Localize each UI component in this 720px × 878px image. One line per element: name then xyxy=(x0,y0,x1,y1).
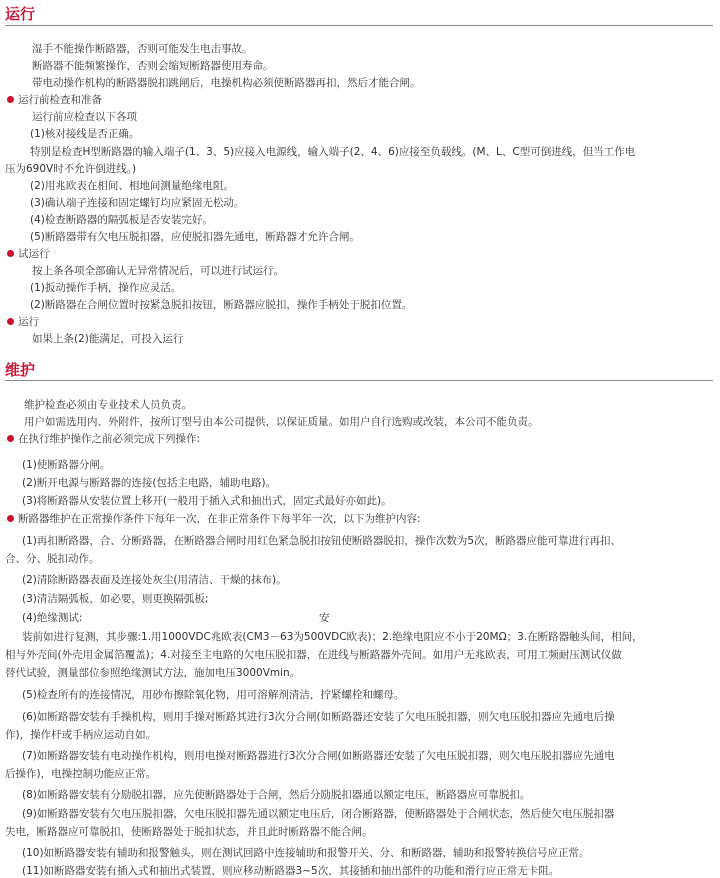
paragraph: 如果上条(2)能满足，可投入运行 xyxy=(32,333,184,345)
list-item: (9)如断路器安装有欠电压脱扣器，欠电压脱扣器先通以额定电压后，闭合断路器，使断路器处于合闸状态，然后使欠电压脱扣器 xyxy=(22,808,615,820)
list-item: 相与外壳间(外壳用金属箔覆盖)；4.对接至主电路的欠电压脱扣器，在进线与断路器外壳间。如用户无兆欧表，可用工频耐压测试仪做 xyxy=(5,649,622,661)
list-item: 作)，操作杆或手柄应运动自如。 xyxy=(5,729,157,741)
list-item: (3)清洁隔弧板，如必要，则更换隔弧板; xyxy=(22,593,209,605)
list-item: (1)再扣断路器，合、分断路器，在断路器合闸时用红色紧急脱扣按钮使断路器脱扣，操作次数为5次，断路器应能可靠进行再扣、 xyxy=(22,535,622,547)
list-item: 替代试验，测量部位参照绝缘测试方法，施加电压3000Vmin。 xyxy=(5,667,301,679)
list-item: (4)检查断路器的隔弧板是否安装完好。 xyxy=(30,214,213,226)
list-item: (8)如断路器安装有分励脱扣器，应先使断路器处于合闸，然后分励脱扣器通以额定电压，断路器应可靠脱扣。 xyxy=(22,789,531,801)
list-item: (3)将断路器从安装位置上移开(一般用于插入式和抽出式，固定式最好亦如此)。 xyxy=(22,495,392,507)
list-item: (2)断开电源与断路器的连接(包括主电路，辅助电路)。 xyxy=(22,477,277,489)
bullet-dot-icon xyxy=(7,250,14,257)
list-item: (2)清除断路器表面及连接处灰尘(用清洁、干燥的抹布)。 xyxy=(22,574,287,586)
paragraph: 按上条各项全部确认无异常情况后，可以进行试运行。 xyxy=(32,265,284,277)
list-item: (10)如断路器安装有辅助和报警触头，则在测试回路中连接辅助和报警开关、分、和断路器，辅助和报警转换信号应正常。 xyxy=(22,847,590,859)
list-item: (6)如断路器安装有手操机构，则用手操对断路其进行3次分合闸(如断路器还安装了欠电压脱扣器，则欠电压脱扣器应先通电后操 xyxy=(22,711,615,723)
paragraph: 用户如需选用内、外附件，按所订型号由本公司提供，以保证质量。如用户自行选购或改装，本公司不能负责。 xyxy=(24,416,539,428)
list-item: (7)如断路器安装有电动操作机构，则用电操对断路器进行3次分合闸(如断路器还安装了欠电压脱扣器，则欠电压脱扣器应先通电 xyxy=(22,750,615,762)
list-item: (1)扳动操作手柄，操作应灵活。 xyxy=(30,282,182,294)
list-item: (3)确认端子连接和固定螺钉均应紧固无松动。 xyxy=(30,197,245,209)
paragraph: 带电动操作机构的断路器脱扣跳闸后，电操机构必须使断路器再扣，然后才能合闸。 xyxy=(32,77,421,89)
paragraph: 湿手不能操作断路器，否则可能发生电击事故。 xyxy=(32,43,253,55)
bullet-heading xyxy=(7,432,200,446)
bullet-dot-icon xyxy=(7,96,14,103)
paragraph: 特别是检查H型断路器的输入端子(1、3、5)应接入电源线，输入端子(2、4、6)应接至负载线。(M、L、C型可倒进线，但当工作电 xyxy=(30,146,636,158)
list-item: (1)使断路器分闸。 xyxy=(22,459,111,471)
paragraph: 运行前应检查以下各项 xyxy=(32,111,137,123)
section-divider xyxy=(5,25,713,26)
section-title-operation: 运行 xyxy=(5,5,36,23)
bullet-heading-text: 断路器维护在正常操作条件下每年一次，在非正常条件下每半年一次，以下为维护内容: xyxy=(18,513,421,525)
bullet-heading xyxy=(7,315,39,329)
bullet-heading xyxy=(7,93,102,107)
list-item: 后操作)，电操控制功能应正常。 xyxy=(5,768,157,780)
list-item: (5)检查所有的连接情况，用砂布擦除氧化物，用可溶解剂清洁，拧紧螺栓和螺母。 xyxy=(22,689,405,701)
paragraph: 断路器不能频繁操作，否则会缩短断路器使用寿命。 xyxy=(32,60,274,72)
list-item: 装前如进行复测，其步骤:1.用1000VDC兆欧表(CM3－63为500VDC欧表)；2.绝缘电阻应不小于20MΩ；3.在断路器触头间，相间， xyxy=(22,631,643,643)
bullet-heading-text: 运行前检查和准备 xyxy=(18,94,102,106)
list-item: (2)断路器在合闸位置时按紧急脱扣按钮，断路器应脱扣，操作手柄处于脱扣位置。 xyxy=(30,299,413,311)
list-item: (4)绝缘测试: xyxy=(22,612,83,624)
bullet-dot-icon xyxy=(7,435,14,442)
bullet-heading-text: 试运行 xyxy=(18,248,50,260)
bullet-heading xyxy=(7,247,50,261)
bullet-heading xyxy=(7,512,421,526)
list-item: (5)断路器带有欠电压脱扣器，应使脱扣器先通电，断路器才允许合闸。 xyxy=(30,231,360,243)
bullet-dot-icon xyxy=(7,515,14,522)
list-item: (2)用兆欧表在相间、相地间测量绝缘电阻。 xyxy=(30,180,234,192)
paragraph: 压为690V时不允许倒进线。) xyxy=(5,163,137,175)
section-divider xyxy=(5,380,713,381)
list-item: (1)核对接线是否正确。 xyxy=(30,128,140,140)
list-item: 失电，断路器应可靠脱扣，使断路器处于脱扣状态，并且此时断路器不能合闸。 xyxy=(5,826,373,838)
list-item: (11)如断路器安装有插入式和抽出式装置，则应移动断路器3~5次，其接插和抽出部件的功能和滑行应正常无卡阻。 xyxy=(22,865,560,877)
bullet-heading-text: 运行 xyxy=(18,316,39,328)
list-item: 合、分、脱扣动作。 xyxy=(5,553,100,565)
list-item: 安 xyxy=(319,612,330,624)
paragraph: 维护检查必须由专业技术人员负责。 xyxy=(24,399,192,411)
section-title-maintenance: 维护 xyxy=(5,361,36,379)
bullet-heading-text: 在执行维护操作之前必须完成下列操作: xyxy=(18,433,201,445)
bullet-dot-icon xyxy=(7,318,14,325)
